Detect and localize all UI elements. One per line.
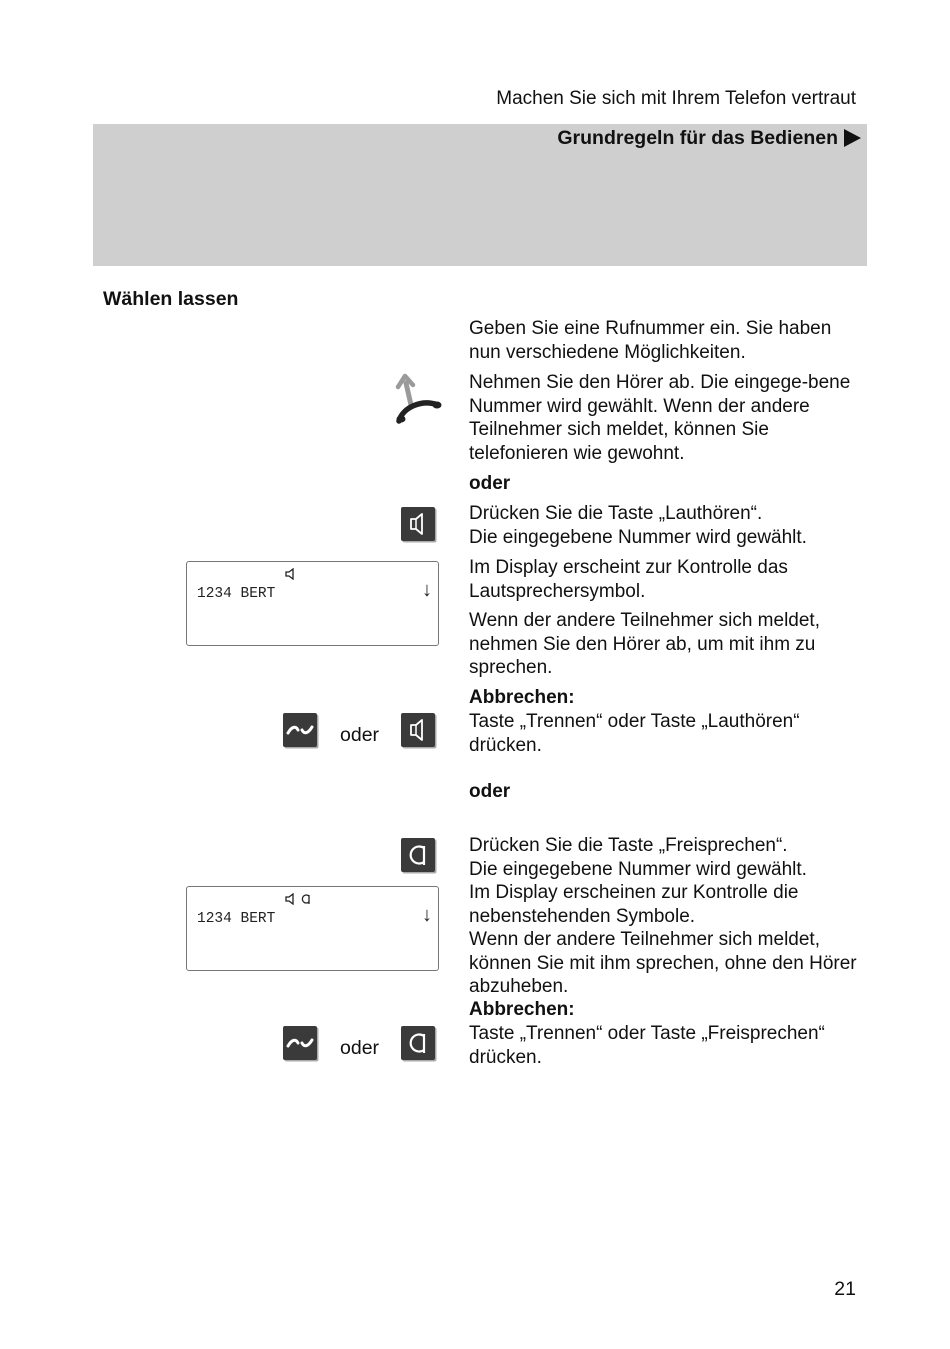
oder-label-1: oder — [469, 473, 511, 494]
speaker-key-icon — [401, 507, 435, 541]
display-1-text: 1234 BERT — [197, 586, 276, 602]
paragraph-freisprechen-line3: Im Display erscheinen zur Kontrolle die nebenstehenden Symbole. — [469, 882, 799, 927]
paragraph-cancel-2: Taste „Trennen“ oder Taste „Freisprechen“ drücken. — [469, 1023, 825, 1068]
oder-label-2: oder — [469, 781, 511, 802]
disconnect-key-icon — [283, 1026, 317, 1060]
paragraph-freisprechen-line1: Drücken Sie die Taste „Freisprechen“. — [469, 835, 788, 856]
speaker-key-icon — [401, 713, 435, 747]
paragraph-intro: Geben Sie eine Rufnummer ein. Sie haben nun verschiedene Möglichkeiten. — [469, 318, 832, 363]
handset-lift-icon — [394, 373, 444, 425]
paragraph-handset: Nehmen Sie den Hörer ab. Die eingege-bene Nummer wird gewählt. Wenn der andere Teilnehmer sich meldet, können Sie telefonieren wie gewohnt. — [469, 372, 851, 464]
paragraph-cancel-1: Taste „Trennen“ oder Taste „Lauthören“ drücken. — [469, 711, 800, 756]
paragraph-lauthoeren-line1: Drücken Sie die Taste „Lauthören“. — [469, 503, 763, 524]
handsfree-symbol-icon — [300, 893, 312, 905]
display-1-arrow: ↓ — [422, 579, 432, 601]
handsfree-key-icon — [401, 1026, 435, 1060]
lcd-display-2 — [186, 886, 439, 971]
paragraph-display-info: Im Display erscheint zur Kontrolle das Lautsprechersymbol. — [469, 557, 788, 602]
triangle-right-icon — [844, 129, 861, 147]
handsfree-key-icon — [401, 838, 435, 872]
abbrechen-label-1: Abbrechen: — [469, 687, 575, 708]
paragraph-freisprechen-line4: Wenn der andere Teilnehmer sich meldet, können Sie mit ihm sprechen, ohne den Hörer abzuheben. — [469, 929, 857, 997]
subsection-heading: Wählen lassen — [103, 288, 239, 310]
section-title-text: Grundregeln für das Bedienen — [557, 127, 838, 149]
display-2-text: 1234 BERT — [197, 911, 276, 927]
chapter-title: Machen Sie sich mit Ihrem Telefon vertraut — [496, 88, 856, 109]
abbrechen-label-2: Abbrechen: — [469, 999, 575, 1020]
paragraph-freisprechen — [469, 834, 864, 999]
section-title — [557, 127, 861, 150]
paragraph-freisprechen-line2: Die eingegebene Nummer wird gewählt. — [469, 858, 807, 880]
speaker-symbol-icon — [284, 893, 296, 905]
paragraph-answer: Wenn der andere Teilnehmer sich meldet, nehmen Sie den Hörer ab, um mit ihm zu sprechen. — [469, 610, 820, 678]
paragraph-lauthoeren-line2: Die eingegebene Nummer wird gewählt. — [469, 526, 807, 548]
display-2-arrow: ↓ — [422, 904, 432, 926]
oder-icon-label-2: oder — [340, 1037, 380, 1059]
disconnect-key-icon — [283, 713, 317, 747]
speaker-symbol-icon — [284, 568, 296, 580]
page-number: 21 — [834, 1278, 856, 1300]
lcd-display-1 — [186, 561, 439, 646]
oder-icon-label-1: oder — [340, 724, 380, 746]
paragraph-lauthoeren — [469, 502, 864, 549]
